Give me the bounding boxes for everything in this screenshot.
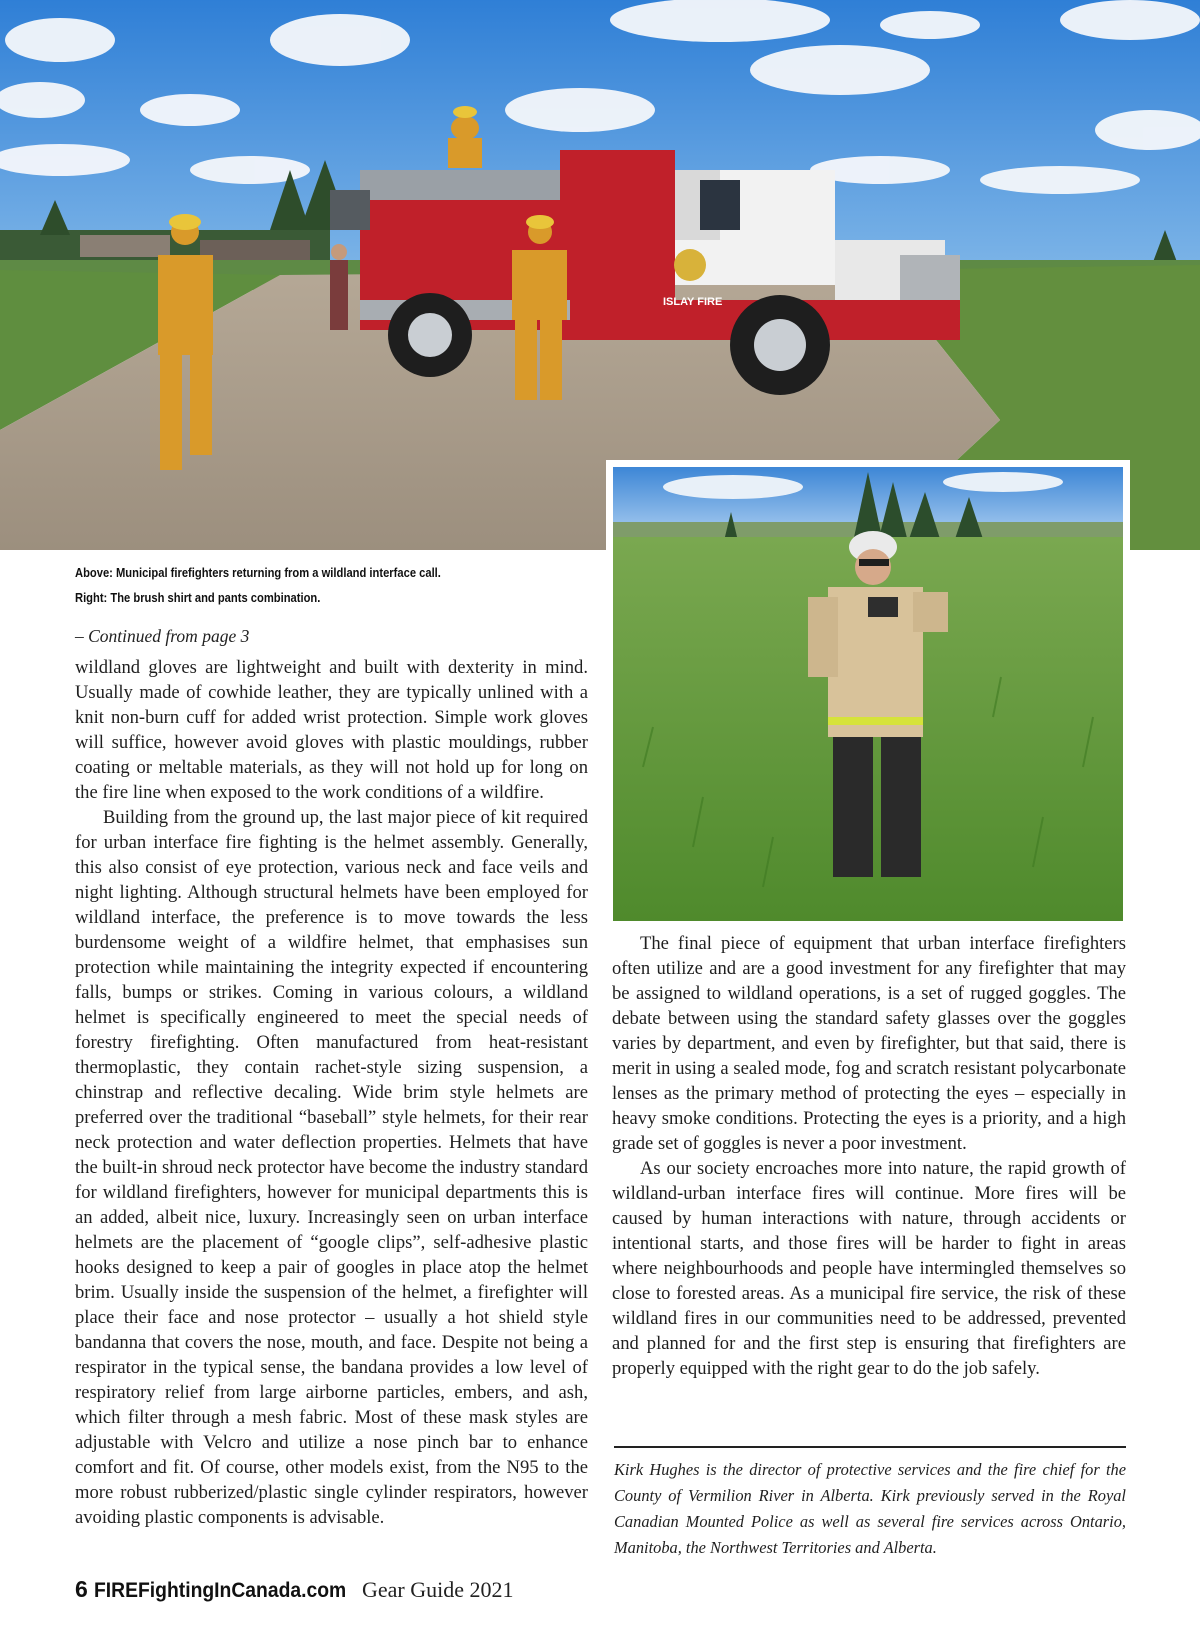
caption-above: Above: Municipal firefighters returning from a wildland interface call.	[75, 565, 441, 580]
caption-right: Right: The brush shirt and pants combination.	[75, 590, 321, 605]
page-footer	[75, 1576, 513, 1603]
paragraph-gloves: wildland gloves are lightweight and built with dexterity in mind. Usually made of cowhide leather, they are typically unlined with a knit non-burn cuff for added wrist protection. Simple work gloves will suffice, however avoid gloves with plastic mouldings, rubber coating or meltable materials, as they will not hold up for long on the fire line when exposed to the work conditions of a wildfire.	[75, 657, 588, 803]
continued-from-label: – Continued from page 3	[75, 626, 250, 646]
paragraph-conclusion: As our society encroaches more into nature, the rapid growth of wildland-urban interface fires will continue. More fires will be caused by human interactions with nature, through accidents or intentional starts, and those fires will be harder to fight in areas where neighbourhoods and people have intermingled themselves so close to forested areas. As a municipal fire service, the risk of these wildland fires in our communities need to be addressed, prevented and planned for and the first step is ensuring that firefighters are properly equipped with the right gear to do the job safely.	[612, 1158, 1126, 1379]
bio-divider	[614, 1446, 1126, 1448]
article-right-column	[612, 931, 1126, 1381]
footer-issue: Gear Guide 2021	[361, 1577, 514, 1602]
truck-door-text: ISLAY FIRE	[663, 296, 723, 308]
inset-photo-frame	[606, 460, 1130, 928]
footer-website: FIREFightingInCanada.com	[93, 1579, 347, 1602]
article-left-column	[75, 655, 588, 1530]
paragraph-goggles: The final piece of equipment that urban interface firefighters often utilize and are a good investment for any firefighter that may be assigned to wildland operations, is a set of rugged goggles. The debate between using the standard safety glasses over the goggles varies by department, and even by firefighter, but that said, there is merit in using a sealed mode, fog and scratch resistant polycarbonate lenses as the primary method of protecting the eyes – especially in heavy smoke conditions. Protecting the eyes is a priority, and a high grade set of goggles is never a poor investment.	[612, 933, 1126, 1154]
photo-captions	[75, 560, 505, 610]
inset-photo-firefighter	[613, 467, 1123, 921]
author-bio: Kirk Hughes is the director of protective services and the fire chief for the County of Vermilion River in Alberta. Kirk previously served in the Royal Canadian Mounted Police as well as several fire services across Ontario, Manitoba, the Northwest Territories and Alberta.	[614, 1460, 1126, 1557]
page-number: 6	[75, 1576, 88, 1602]
paragraph-helmet: Building from the ground up, the last major piece of kit required for urban interface fire fighting is the helmet assembly. Generally, this also consist of eye protection, various neck and face veils and night lighting. Although structural helmets have been employed for wildland interface, the preference is to move towards the less burdensome weight of a wildfire helmet, that emphasises sun protection while maintaining the integrity expected if encountering falls, bumps or strikes. Coming in various colours, a wildland helmet is specifically engineered to meet the special needs of forestry firefighting. Often manufactured from heat-resistant thermoplastic, they contain rachet-style sizing suspension, a chinstrap and reflective decaling. Wide brim style helmets are preferred over the traditional “baseball” style helmets, for their rear neck protection and water deflection properties. Helmets that have the built-in shroud neck protector have become the industry standard for wildland firefighters, however for municipal departments this is an added, albeit nice, luxury. Increasingly seen on urban interface helmets are the placement of “google clips”, self-adhesive plastic hooks designed to keep a pair of googles in place atop the helmet brim. Usually inside the suspension of the helmet, a firefighter will place their face and nose protector – usually a hot shield style bandanna that covers the nose, mouth, and face. Despite not being a respirator in the typical sense, the bandana provides a low level of respiratory relief from large airborne particles, embers, and ash, which filter through a mesh fabric. Most of these mask styles are adjustable with Velcro and utilize a nose pinch bar to enhance comfort and fit. Of course, other models exist, from the N95 to the more robust rubberized/plastic single cylinder respirators, however avoiding plastic components is advisable.	[75, 807, 588, 1528]
